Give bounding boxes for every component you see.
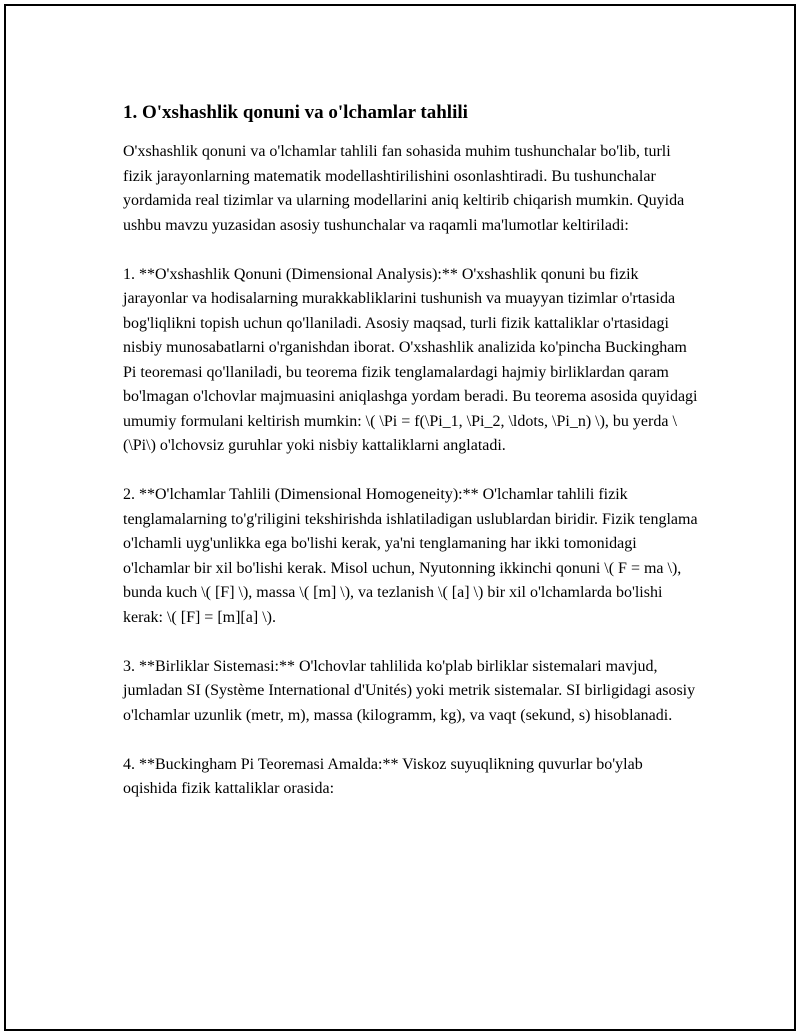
page-frame xyxy=(4,4,796,1031)
paragraph-dimensional-analysis: 1. **O'xshashlik Qonuni (Dimensional Analysis):** O'xshashlik qonuni bu fizik jarayonlar va hodisalarning murakkabliklarini tushunish va muayyan tizimlar o'rtasida bog'liqlikni topish uchun qo'llaniladi. Asosiy maqsad, turli fizik kattaliklar o'rtasidagi nisbiy munosabatlarni o'rganishdan iborat. O'xshashlik analizida ko'pincha Buckingham Pi teoremasi qo'llaniladi, bu teorema fizik tenglamalardagi hajmiy birliklardan qaram bo'lmagan o'lchovlar majmuasini aniqlashga yordam beradi. Bu teorema asosida quyidagi umumiy formulani keltirish mumkin: \( \Pi = f(\Pi_1, \Pi_2, \ldots, \Pi_n) \), bu yerda \(\Pi\) o'lchovsiz guruhlar yoki nisbiy kattaliklarni anglatadi. xyxy=(123,265,698,454)
paragraph-unit-systems: 3. **Birliklar Sistemasi:** O'lchovlar tahlilida ko'plab birliklar sistemalari mavjud, jumladan SI (Système International d'Unités) yoki metrik sistemalar. SI birligidagi asosiy o'lchamlar uzunlik (metr, m), massa (kilogramm, kg), va vaqt (sekund, s) hisoblanadi. xyxy=(123,657,696,724)
paragraph-dimensional-homogeneity: 2. **O'lchamlar Tahlili (Dimensional Homogeneity):** O'lchamlar tahlili fizik tenglamalarning to'g'riligini tekshirishda ishlatiladigan uslublardan biridir. Fizik tenglama o'lchamli uyg'unlikka ega bo'lishi kerak, ya'ni tenglamaning har ikki tomonidagi o'lchamlar bir xil bo'lishi kerak. Misol uchun, Nyutonning ikkinchi qonuni \( F = ma \), bunda kuch \( [F] \), massa \( [m] \), va tezlanish \( [a] \) bir xil o'lchamlarda bo'lishi kerak: \( [F] = [m][a] \). xyxy=(123,486,698,626)
document-body xyxy=(123,99,698,826)
intro-paragraph: O'xshashlik qonuni va o'lchamlar tahlili fan sohasida muhim tushunchalar bo'lib, turli fizik jarayonlarning matematik modellashtirilishini osonlashtiradi. Bu tushunchalar yordamida real tizimlar va ularning modellarini aniq keltirib chiqarish mumkin. Quyida ushbu mavzu yuzasidan asosiy tushunchalar va raqamli ma'lumotlar keltiriladi: xyxy=(123,143,685,234)
section-heading: 1. O'xshashlik qonuni va o'lchamlar tahlili xyxy=(123,102,468,123)
paragraph-buckingham-pi: 4. **Buckingham Pi Teoremasi Amalda:** Viskoz suyuqlikning quvurlar bo'ylab oqishida fizik kattaliklar orasida: xyxy=(123,755,643,797)
